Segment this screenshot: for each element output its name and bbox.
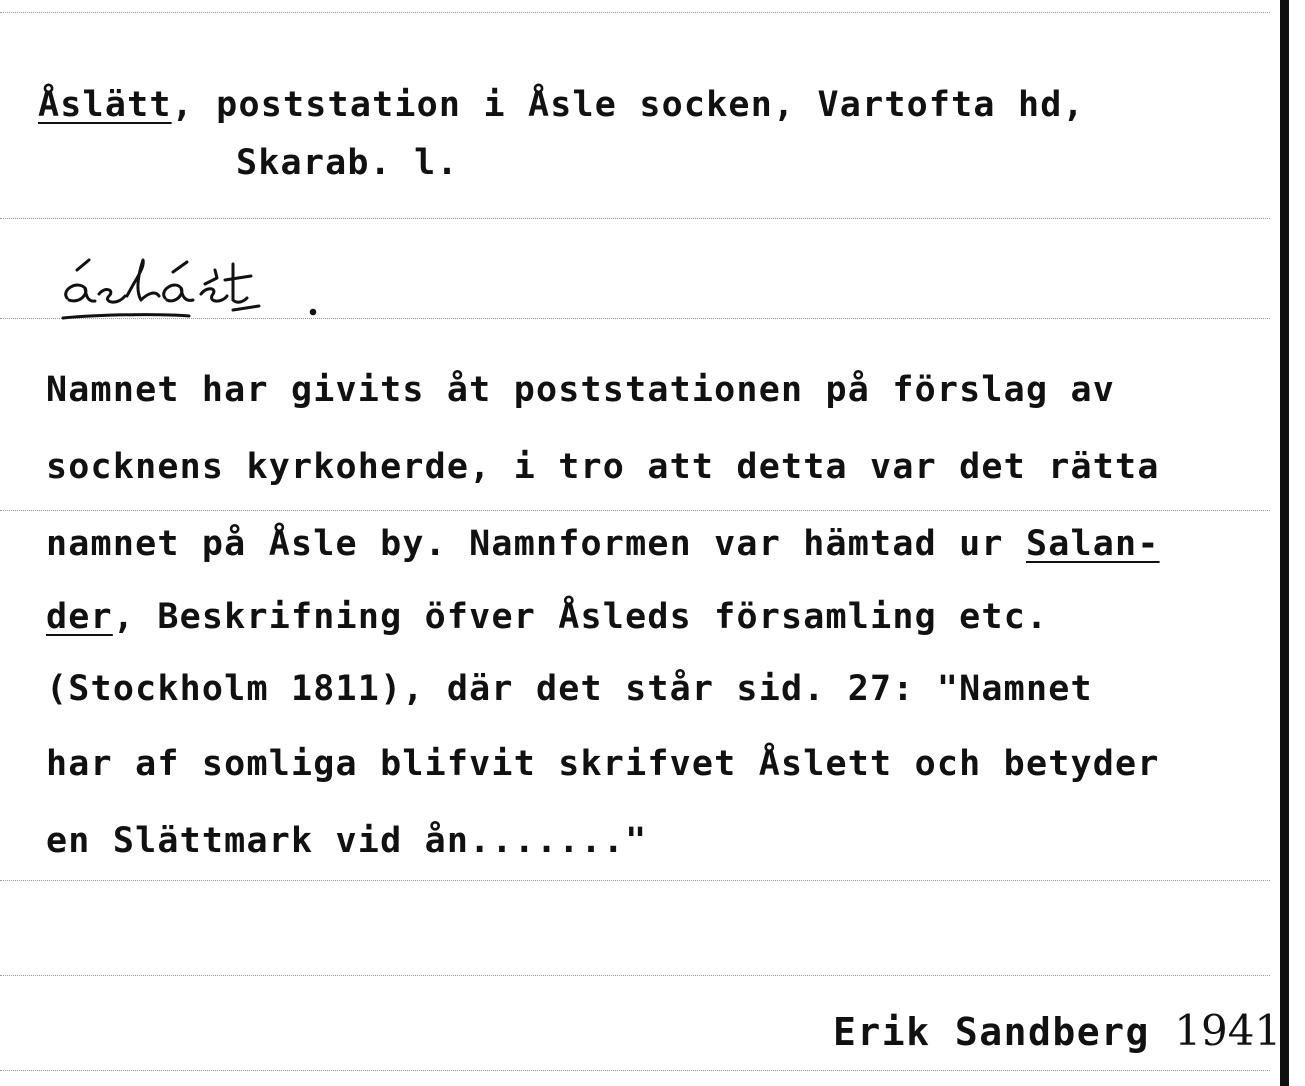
heading-line-1 [38, 85, 1085, 125]
underlined-term: Salan- [1025, 524, 1160, 564]
paragraph-line-5: (Stockholm 1811), där det står sid. 27: "Namnet [46, 669, 1093, 709]
underlined-term-end: der [46, 597, 113, 637]
heading-line-1-rest: , poststation i Åsle socken, Vartofta hd, [171, 85, 1085, 125]
paragraph-line-7: en Slättmark vid ån......." [46, 821, 648, 861]
paragraph-line-4 [46, 597, 1049, 637]
ruled-line [0, 880, 1270, 881]
paragraph-line-3 [46, 524, 1160, 564]
ruled-line [0, 218, 1270, 219]
heading-line-2: Skarab. l. [236, 143, 459, 183]
paragraph-line-2: socknens kyrkoherde, i tro att detta var det rätta [46, 447, 1160, 487]
ruled-line [0, 12, 1270, 13]
signature-name: Erik Sandberg [833, 1010, 1150, 1054]
ruled-line [0, 975, 1270, 976]
ruled-line [0, 1070, 1270, 1071]
signature-year: 1941 [1174, 1006, 1282, 1055]
paragraph-line-1: Namnet har givits åt poststationen på förslag av [46, 370, 1116, 410]
headword: Åslätt [38, 85, 172, 125]
card-edge-shadow [1280, 0, 1289, 1086]
handwritten-pronunciation [55, 250, 335, 340]
signature [833, 1006, 1282, 1055]
paragraph-line-6: har af somliga blifvit skrifvet Åslett och betyder [46, 744, 1160, 784]
paragraph-line-3-text: namnet på Åsle by. Namnformen var hämtad ur [46, 524, 1026, 564]
ruled-line [0, 510, 1270, 511]
paragraph-line-4-text: , Beskrifning öfver Åsleds församling etc. [112, 597, 1049, 637]
